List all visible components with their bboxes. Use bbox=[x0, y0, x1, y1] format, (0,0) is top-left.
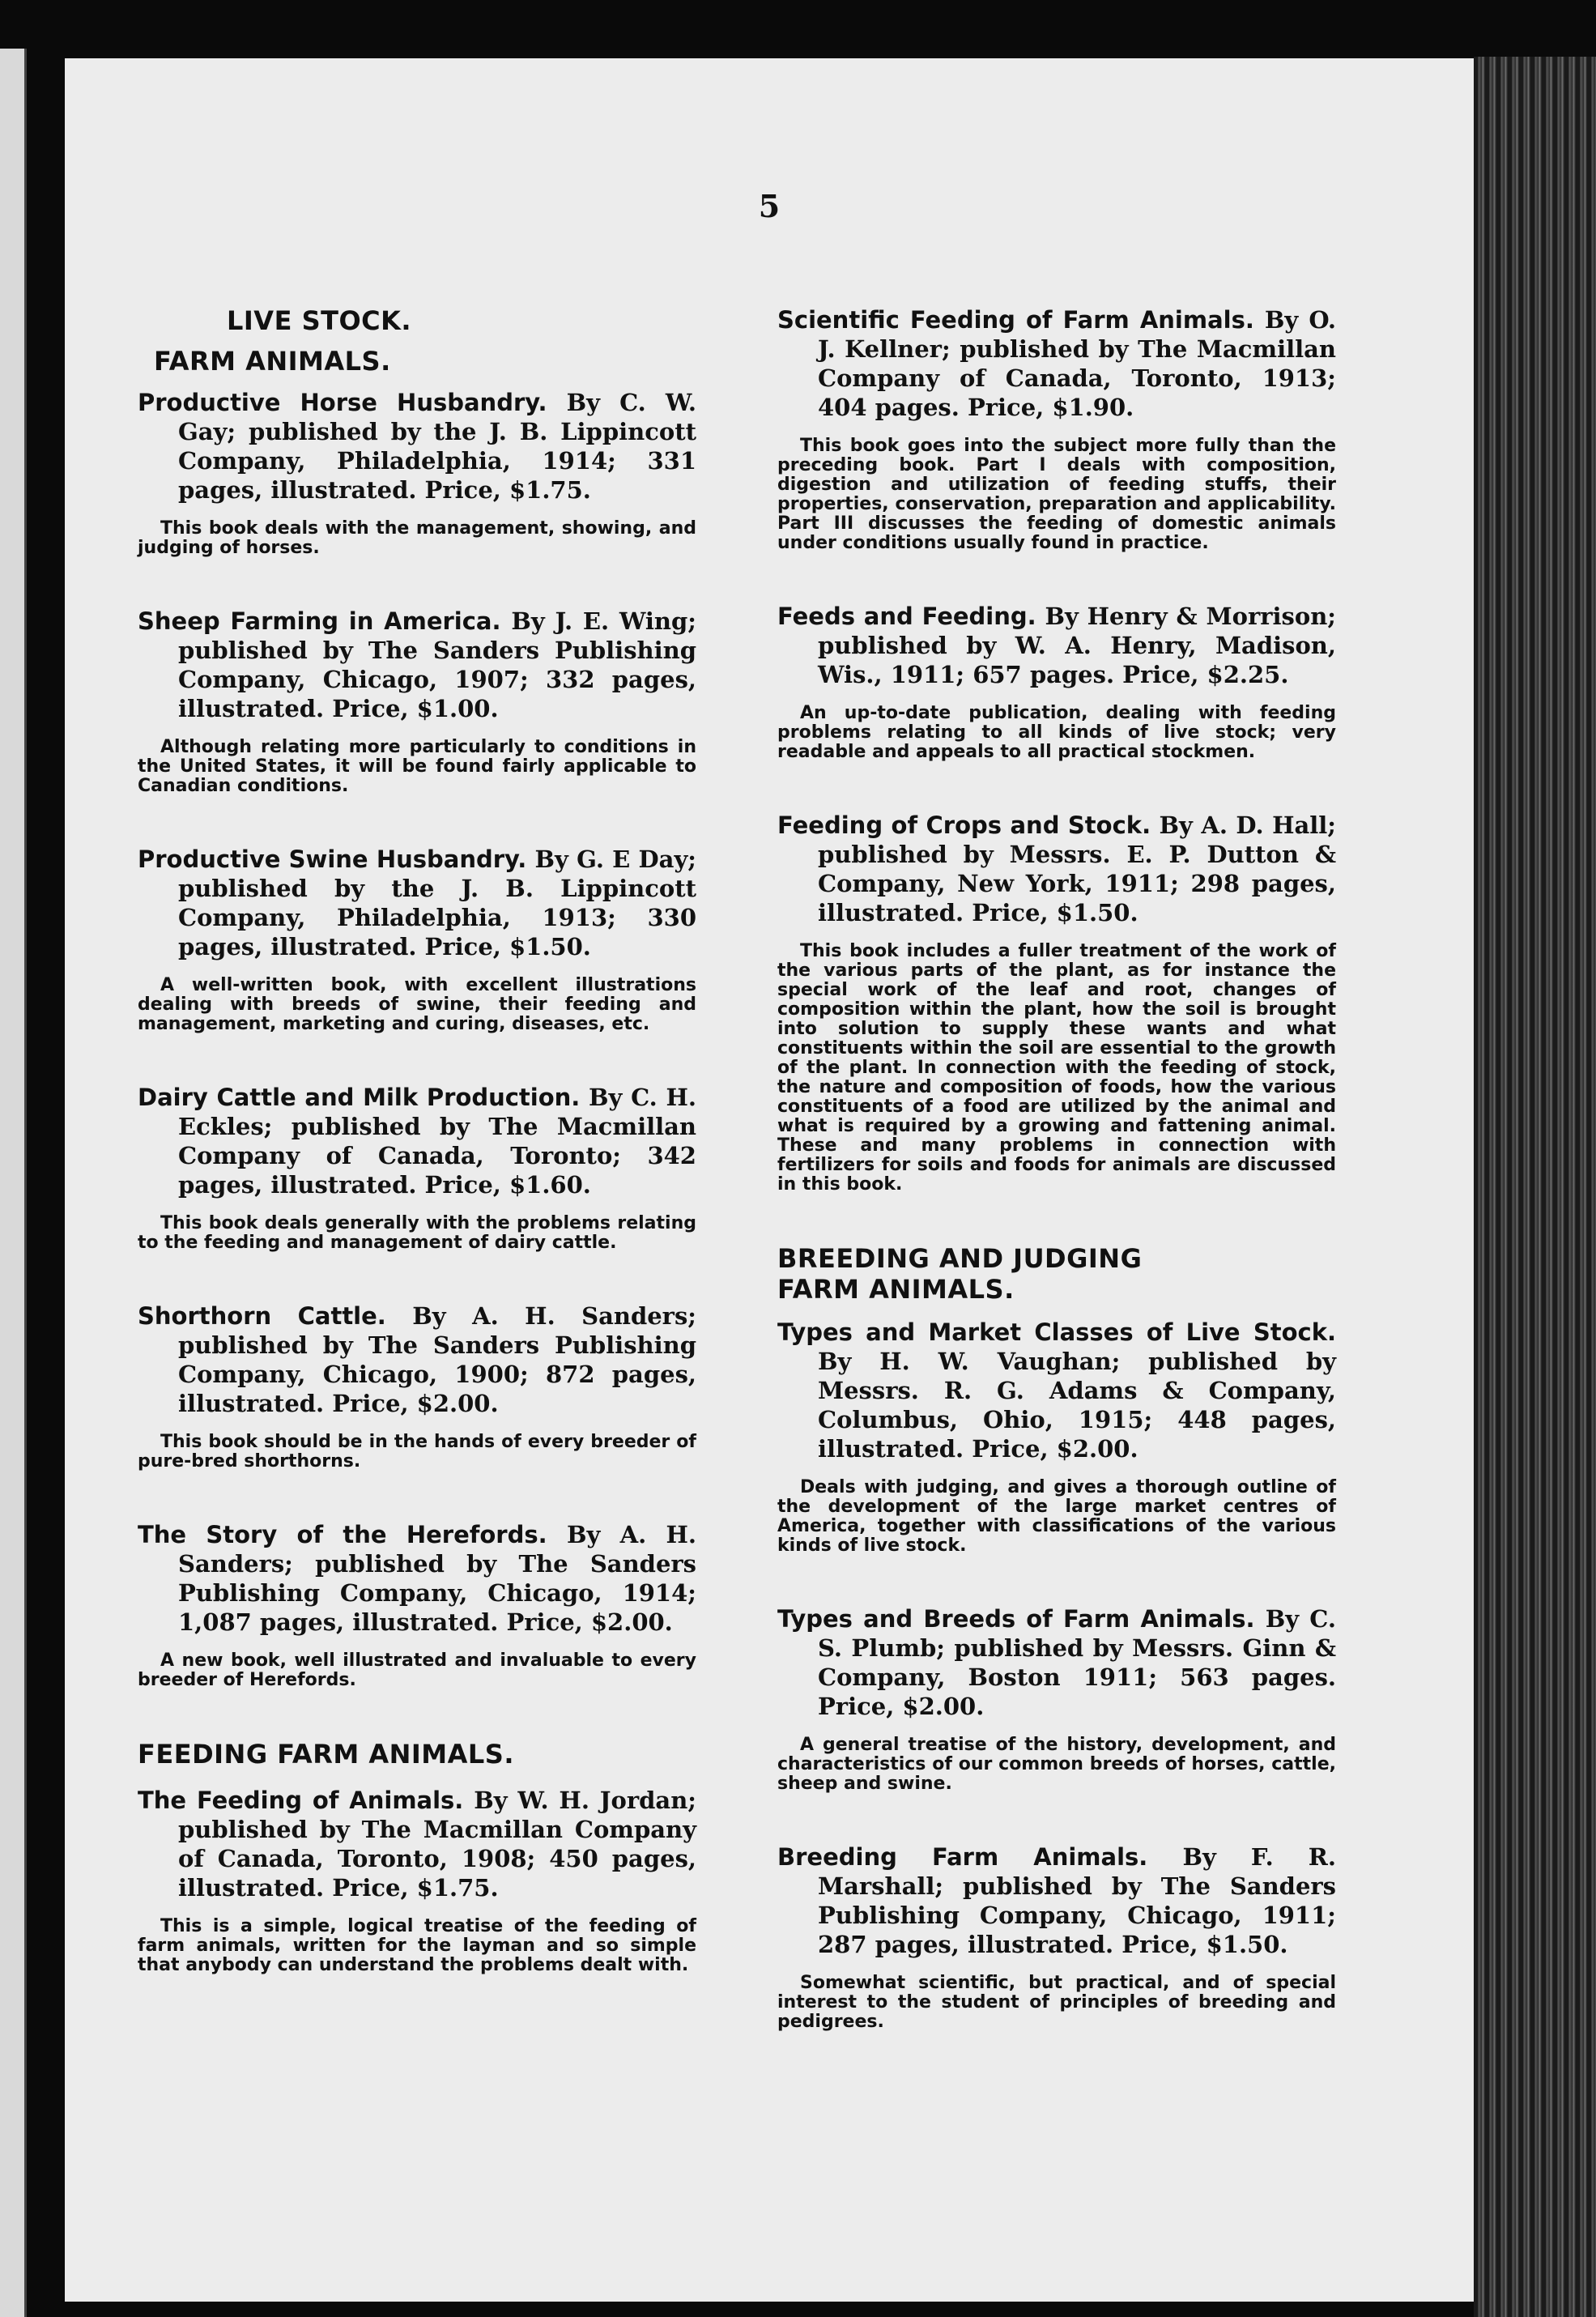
entry-citation bbox=[138, 1786, 696, 1902]
book-entry bbox=[138, 845, 696, 1034]
entry-description: This book should be in the hands of every breeder of pure-bred shorthorns. bbox=[138, 1432, 696, 1472]
entry-publication-details: By C. S. Plumb; published by Messrs. Ginn & Company, Boston 1911; 563 pages. Price, $2.00. bbox=[818, 1605, 1336, 1720]
subsection-heading-farm-animals: FARM ANIMALS. bbox=[154, 346, 391, 377]
entry-publication-details: By O. J. Kellner; published by The Macmillan Company of Canada, Toronto, 1913; 404 pages. Price, $1.90. bbox=[818, 306, 1336, 421]
entry-description: This book deals with the management, showing, and judging of horses. bbox=[138, 518, 696, 558]
entry-description: This book deals generally with the problems relating to the feeding and management of dairy cattle. bbox=[138, 1213, 696, 1253]
entry-publication-details: By A. D. Hall; published by Messrs. E. P. Dutton & Company, New York, 1911; 298 pages, illustrated. Price, $1.50. bbox=[818, 811, 1336, 926]
entry-publication-details: By G. E Day; published by the J. B. Lippincott Company, Philadelphia, 1913; 330 pages, illustrated. Price, $1.50. bbox=[178, 845, 697, 960]
entry-description: An up-to-date publication, dealing with feeding problems relating to all kinds of live stock; very readable and appeals to all practical stockmen. bbox=[777, 703, 1336, 762]
entry-title: Shorthorn Cattle. bbox=[138, 1302, 386, 1330]
entry-publication-details: By Henry & Morrison; published by W. A. Henry, Madison, Wis., 1911; 657 pages. Price, $2.25. bbox=[818, 603, 1336, 688]
right-column bbox=[777, 305, 1336, 2081]
entry-citation bbox=[777, 305, 1336, 422]
entry-title: Feeds and Feeding. bbox=[777, 603, 1036, 630]
entry-title: Productive Horse Husbandry. bbox=[138, 389, 547, 416]
entry-citation bbox=[777, 811, 1336, 927]
entry-description: Deals with judging, and gives a thorough outline of the development of the large market centres of America, together with classifications of the various kinds of live stock. bbox=[777, 1477, 1336, 1556]
entry-publication-details: By C. H. Eckles; published by The Macmillan Company of Canada, Toronto; 342 pages, illustrated. Price, $1.60. bbox=[178, 1084, 696, 1199]
entry-publication-details: By A. H. Sanders; published by The Sanders Publishing Company, Chicago, 1914; 1,087 pages, illustrated. Price, $2.00. bbox=[178, 1521, 696, 1636]
book-entry bbox=[777, 305, 1336, 553]
book-entry bbox=[777, 1604, 1336, 1794]
entry-title: Types and Breeds of Farm Animals. bbox=[777, 1605, 1255, 1633]
entry-description: A new book, well illustrated and invaluable to every breeder of Herefords. bbox=[138, 1650, 696, 1690]
entry-publication-details: By J. E. Wing; published by The Sanders Publishing Company, Chicago, 1907; 332 pages, illustrated. Price, $1.00. bbox=[178, 607, 696, 722]
entry-description: This book includes a fuller treatment of the work of the various parts of the plant, as for instance the special work of the leaf and root, changes of composition within the plant, how the soil is brought into solution to supply these wants and what constituents within the soil are essential to the growth of the plant. In connection with the feeding of stock, the nature and composition of foods, how the various constituents of a food are utilized by the animal and what is required by a growing and fattening animal. These and many problems in connection with fertilizers for soils and foods for animals are discussed in this book. bbox=[777, 941, 1336, 1195]
entry-title: Dairy Cattle and Milk Production. bbox=[138, 1084, 581, 1111]
entry-citation bbox=[138, 388, 696, 505]
entry-citation bbox=[138, 607, 696, 723]
entry-publication-details: By F. R. Marshall; published by The Sanders Publishing Company, Chicago, 1911; 287 pages, illustrated. Price, $1.50. bbox=[818, 1843, 1336, 1958]
entry-publication-details: By H. W. Vaughan; published by Messrs. R. G. Adams & Company, Columbus, Ohio, 1915; 448 pages, illustrated. Price, $2.00. bbox=[818, 1348, 1336, 1463]
entry-description: Somewhat scientific, but practical, and of special interest to the student of principles of breeding and pedigrees. bbox=[777, 1973, 1336, 2032]
entry-citation bbox=[777, 1842, 1336, 1959]
left-column bbox=[138, 305, 696, 2024]
book-entry bbox=[138, 1083, 696, 1253]
entry-description: A general treatise of the history, development, and characteristics of our common breeds of horses, cattle, sheep and swine. bbox=[777, 1735, 1336, 1794]
book-entry bbox=[138, 388, 696, 558]
subsection-heading-breeding-line1: BREEDING AND JUDGING bbox=[777, 1243, 1143, 1274]
entry-title: Scientific Feeding of Farm Animals. bbox=[777, 306, 1254, 334]
entry-title: The Feeding of Animals. bbox=[138, 1787, 464, 1814]
subsection-heading-breeding-line2: FARM ANIMALS. bbox=[777, 1274, 1015, 1305]
entry-publication-details: By A. H. Sanders; published by The Sanders Publishing Company, Chicago, 1900; 872 pages, illustrated. Price, $2.00. bbox=[178, 1302, 696, 1417]
book-page bbox=[65, 58, 1474, 2302]
entry-citation bbox=[777, 1318, 1336, 1463]
entry-description: Although relating more particularly to conditions in the United States, it will be found fairly applicable to Canadian conditions. bbox=[138, 737, 696, 796]
book-entry bbox=[138, 1520, 696, 1690]
entry-description: This book goes into the subject more fully than the preceding book. Part I deals with composition, digestion and utilization of feeding stuffs, their properties, conservation, preparation and applicability. Part III discusses the feeding of domestic animals under conditions usually found in practice. bbox=[777, 436, 1336, 553]
page-number: 5 bbox=[758, 188, 781, 224]
entry-publication-details: By C. W. Gay; published by the J. B. Lippincott Company, Philadelphia, 1914; 331 pages, illustrated. Price, $1.75. bbox=[178, 389, 696, 504]
entry-description: This is a simple, logical treatise of the feeding of farm animals, written for the layman and so simple that anybody can understand the problems dealt with. bbox=[138, 1916, 696, 1975]
entry-title: Types and Market Classes of Live Stock. bbox=[777, 1318, 1336, 1346]
entry-title: The Story of the Herefords. bbox=[138, 1521, 547, 1548]
book-entry bbox=[138, 607, 696, 796]
entry-citation bbox=[138, 1301, 696, 1418]
entry-title: Productive Swine Husbandry. bbox=[138, 845, 527, 873]
book-entry bbox=[777, 811, 1336, 1195]
entry-citation bbox=[777, 602, 1336, 689]
section-heading-live-stock: LIVE STOCK. bbox=[227, 305, 412, 336]
entry-title: Feeding of Crops and Stock. bbox=[777, 811, 1151, 839]
subsection-heading-feeding-farm-animals: FEEDING FARM ANIMALS. bbox=[138, 1739, 514, 1770]
entry-citation bbox=[138, 1520, 696, 1637]
adjacent-page-edge bbox=[0, 49, 27, 2317]
entry-description: A well-written book, with excellent illustrations dealing with breeds of swine, their feeding and management, marketing and curing, diseases, etc. bbox=[138, 975, 696, 1034]
entry-citation bbox=[777, 1604, 1336, 1721]
book-entry bbox=[777, 602, 1336, 762]
book-entry bbox=[777, 1318, 1336, 1556]
entry-title: Sheep Farming in America. bbox=[138, 607, 501, 635]
book-entry bbox=[138, 1786, 696, 1975]
book-entry bbox=[777, 1842, 1336, 2032]
book-entry bbox=[138, 1301, 696, 1472]
entry-citation bbox=[138, 1083, 696, 1199]
entry-publication-details: By W. H. Jordan; published by The Macmillan Company of Canada, Toronto, 1908; 450 pages, illustrated. Price, $1.75. bbox=[178, 1787, 696, 1902]
entry-citation bbox=[138, 845, 696, 961]
entry-title: Breeding Farm Animals. bbox=[777, 1843, 1148, 1871]
book-page-edges bbox=[1474, 57, 1596, 2317]
